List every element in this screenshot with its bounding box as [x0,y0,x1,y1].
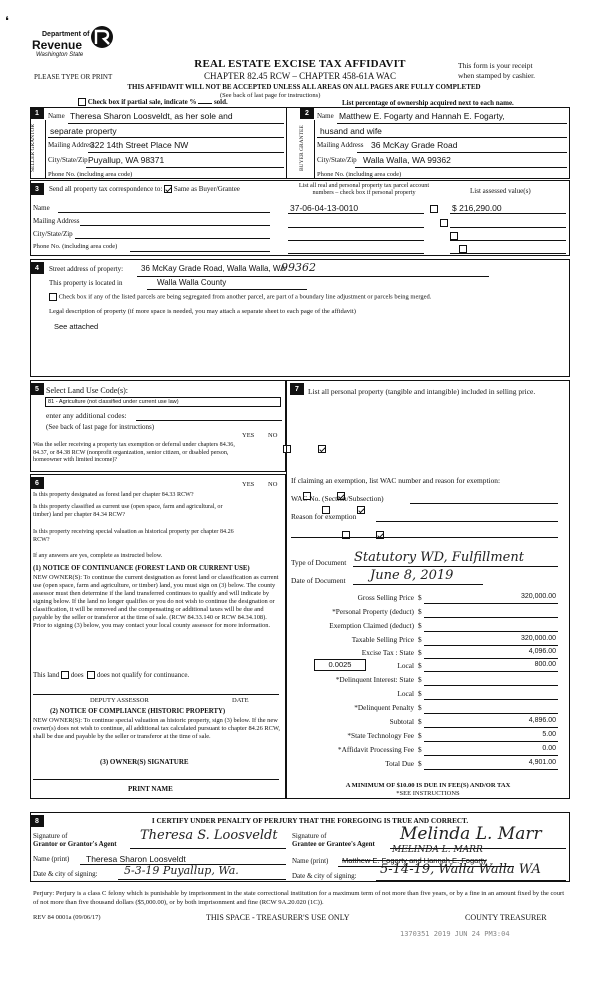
total-due-row: Total Due $ 4,901.00 [385,759,556,768]
delinquent-state-label: *Delinquent Interest: State [335,675,414,684]
dept-line1: Department of [42,31,90,38]
exemption-label: Exemption Claimed (deduct) [329,621,414,630]
wac-label: WAC No. (Section/Subsection) [291,494,384,503]
grantor-date-label: Date & city of signing: [33,870,98,878]
s5-yes-header: YES [242,432,255,439]
grantee-date-label: Date & city of signing: [292,872,357,880]
same-as-buyer-checkbox[interactable] [164,185,172,193]
dept-line2: Revenue [32,38,83,52]
affidavit-fee-label: *Affidavit Processing Fee [337,745,414,754]
see-back: (See back of last page for instructions) [220,92,321,99]
land-use-code-field[interactable]: 81 - Agriculture (not classified under current use law) [45,397,281,407]
header-block [120,58,480,81]
grantee-name-value[interactable]: Matthew E. Fogarty and Hannah E. Fogarty [342,856,487,865]
s3-name-label: Name [33,204,50,212]
affidavit-fee-row: *Affidavit Processing Fee $ 0.00 [337,745,556,754]
located-label: This property is located in [49,279,123,287]
send-label: Send all property tax correspondence to: [49,185,163,193]
warning-text: THIS AFFIDAVIT WILL NOT BE ACCEPTED UNLESS ALL AREAS ON ALL PAGES ARE FULLY COMPLETED [127,83,481,91]
street-label: Street address of property: [49,265,124,273]
continuance-row [33,671,189,679]
located-value[interactable]: Walla Walla County [157,278,227,287]
subtotal-row: Subtotal $ 4,896.00 [389,717,556,726]
partial-sale-label: Check box if partial sale, indicate % [87,98,197,106]
notice1-title: (1) NOTICE OF CONTINUANCE (FOREST LAND OR CURRENT USE) [33,565,250,572]
seller-side-label: SELLER GRANTOR [30,123,36,173]
does-not-label: does not qualify for continuance. [96,671,190,679]
partial-sale-sold: sold. [213,98,228,106]
section-7-number: 7 [290,383,304,395]
county-treasurer-label: COUNTY TREASURER [465,913,547,922]
does-label: does [70,671,84,679]
buyer-address-label: Mailing Address [317,141,364,149]
parcel-header-2: numbers – check box if personal property [312,189,416,197]
excise-state-label: Excise Tax : State [361,648,414,657]
parcel-header [284,182,444,197]
form-number: REV 84 0001a (09/06/17) [33,914,101,921]
grantor-name-label: Name (print) [33,855,70,863]
delinquent-state-row: *Delinquent Interest: State $ [292,674,558,686]
s5-no-header: NO [268,432,278,439]
personal-property-row: *Personal Property (deduct) $ [292,606,558,618]
exemption-intro: If claiming an exemption, list WAC number and reason for exemption: [291,476,501,485]
notice1-text: NEW OWNER(S): To continue the current designation as forest land or classification as current use (open space, farm and agriculture, or timber) land, you must sign on (3) below. The county assessor must then determine if the land transferred continues to qualify and will indicate by signing below. If the land no longer qualifies or you do not wish to continue the designation or classification, it will be removed and the compensating or additional taxes will be due and payable by the seller or transferor at the time of sale. (RCW 84.33.140 or RCW 84.34.108). Prior to signing (3) below, you may contact your local county assessor for more information. [33,574,279,629]
total-due-label: Total Due [385,759,414,768]
land-use-title: Select Land Use Code(s): [46,386,128,395]
grantee-name-handwritten: MELINDA L. MARR [392,845,483,855]
owner-signature-title: (3) OWNER(S) SIGNATURE [100,758,189,766]
parcel-1-personal-checkbox[interactable] [430,205,438,213]
street-value[interactable]: 36 McKay Grade Road, Walla Walla, WA [141,264,286,273]
buyer-city-label: City/State/Zip [317,156,357,164]
notice2-title: (2) NOTICE OF COMPLIANCE (HISTORIC PROPERTY) [50,708,226,715]
exemption-question: Was the seller receiving a property tax exemption or deferral under chapters 84.36, 84.37, or 84.38 RCW (nonprofit organization, senior citizen, or disabled person, homeowner with limited income)? [33,442,235,464]
delinquent-local-label: Local [397,689,414,698]
total-due-value[interactable]: 4,901.00 [528,759,556,766]
located-row [49,279,349,287]
form-title: REAL ESTATE EXCISE TAX AFFIDAVIT [194,58,406,70]
grantor-sig-label-1: Signature of [33,832,68,840]
buyer-name-value[interactable]: Matthew E. Fogarty and Hannah E. Fogarty, [339,111,505,121]
recording-stamp: 1370351 2019 JUN 24 PM3:04 [400,930,510,938]
street-address-row [49,261,489,277]
grantor-name-value[interactable]: Theresa Sharon Loosveldt [86,854,186,864]
seller-name-label: Name [48,112,65,120]
seller-address-value[interactable]: 322 14th Street Place NW [90,140,189,150]
gross-selling-row: Gross Selling Price $ 320,000.00 [357,593,556,602]
grantee-date-value[interactable]: 5-14-19, Walla Walla WA [380,862,541,877]
assessed-header: List assessed value(s) [470,187,531,195]
subtotal-value[interactable]: 4,896.00 [528,717,556,724]
list-pct-note: List percentage of ownership acquired next to each name. [342,99,514,107]
buyer-address-row [317,141,567,152]
certify-statement: I CERTIFY UNDER PENALTY OF PERJURY THAT THE FOREGOING IS TRUE AND CORRECT. [151,817,469,825]
segregate-row [49,293,569,301]
additional-codes-label: enter any additional codes: [46,411,127,420]
corner-mark-icon: ❛ [5,14,9,28]
seller-city-row [48,156,284,167]
grantee-sig-label-2: Grantee or Grantee's Agent [292,840,375,848]
seller-name-value[interactable]: Theresa Sharon Loosveldt, as her sole and [70,111,233,121]
local-rate-field[interactable]: 0.0025 [314,659,366,671]
form-chapter: CHAPTER 82.45 RCW – CHAPTER 458-61A WAC [204,71,396,81]
grantee-name-label: Name (print) [292,857,329,865]
buyer-name-row [317,112,567,123]
grantee-sig-label-1: Signature of [292,832,327,840]
grantee-signature[interactable]: Melinda L. Marr [400,824,542,844]
grantor-date-value[interactable]: 5-3-19 Puyallup, Wa. [124,864,239,877]
tech-fee-value[interactable]: 5.00 [542,731,556,738]
if-yes-note: If any answers are yes, complete as instructed below. [33,553,163,559]
taxable-value[interactable]: 320,000.00 [520,635,556,642]
partial-sale-row [78,98,228,106]
notice2-text: NEW OWNER(S): To continue special valuation as historic property, sign (3) below. If the new owner(s) does not wish to continue, all additional tax calculated pursuant to chapter 84.26 RCW, shall be due and payable by the seller or transferor at the time of sale. [33,717,280,740]
dept-line3: Washington State [36,52,84,58]
excise-state-row: Excise Tax : State $ 4,096.00 [361,648,556,657]
seller-address-label: Mailing Address [48,141,95,149]
seller-phone-label: Phone No. (including area code) [48,171,133,178]
section-8-number: 8 [30,815,44,827]
seller-name-value-2[interactable]: separate property [50,126,117,136]
land-label: This land [33,671,60,679]
buyer-name-value-2[interactable]: husand and wife [320,126,382,136]
tech-fee-row: *State Technology Fee $ 5.00 [347,731,556,740]
local-label: Local [397,661,414,670]
partial-sale-percent[interactable] [198,103,212,104]
segregate-label: Check box if any of the listed parcels are being segregated from another parcel, are part of a boundary line adjustment or parcels being merged. [58,293,432,301]
local-value[interactable]: 800.00 [534,661,556,668]
logo-mark-icon [88,24,116,50]
buyer-city-row [317,156,567,167]
parcel-number-1[interactable]: 37-06-04-13-0010 [290,203,359,213]
s3-city-label: City/State/Zip [33,230,73,238]
legal-description-label: Legal description of property (if more space is needed, you may attach a separate sheet to each page of the affidavit) [49,308,356,315]
taxable-selling-row: Taxable Selling Price $ 320,000.00 [351,635,556,644]
doc-date-value[interactable]: June 8, 2019 [370,568,454,583]
gross-value[interactable]: 320,000.00 [520,593,556,600]
personal-property-title: List all personal property (tangible and intangible) included in selling price. [308,387,536,396]
seller-name-row [48,112,284,123]
send-correspondence-row [49,185,240,193]
seller-city-value[interactable]: Puyallup, WA 98371 [88,155,165,165]
buyer-address-value[interactable]: 36 McKay Grade Road [371,140,458,150]
doc-date-label: Date of Document [291,576,346,585]
s5-see-back: (See back of last page for instructions) [46,423,155,431]
buyer-phone-row [317,170,567,179]
delinquent-local-row: Local $ [292,688,558,700]
assessed-value-1[interactable]: $ 216,290.00 [452,203,502,213]
subtotal-label: Subtotal [389,717,414,726]
minimum-fee-note: A MINIMUM OF $10.00 IS DUE IN FEE(S) AND/OR TAX [345,782,511,789]
please-type: PLEASE TYPE OR PRINT [34,73,113,81]
segregate-checkbox[interactable] [49,293,57,301]
section-6-number: 6 [30,477,44,489]
seller-city-label: City/State/Zip [48,156,88,164]
section-4-number: 4 [30,262,44,274]
perjury-notice: Perjury: Perjury is a class C felony which is punishable by imprisonment in the state correctional institution for a maximum term of not more than five years, or by a fine in an amount fixed by the court of not more than five thousand dollars ($5,000.00), or by both imprisonment and fine (RCW 9A.20.020 (1C)). [33,890,565,906]
print-name-label: PRINT NAME [128,785,173,793]
personal-label: *Personal Property (deduct) [332,607,414,616]
grantor-signature[interactable]: Theresa S. Loosveldt [140,828,278,843]
legal-description-value[interactable]: See attached [54,322,99,331]
same-as-buyer-label: Same as Buyer/Grantee [173,185,240,193]
taxable-label: Taxable Selling Price [351,635,414,644]
partial-sale-checkbox[interactable] [78,98,86,106]
see-instructions-note: *SEE INSTRUCTIONS [396,790,460,797]
buyer-phone-label: Phone No. (including area code) [317,171,402,178]
street-zip-handwritten: 99362 [281,261,316,274]
doc-type-value[interactable]: Statutory WD, Fulfillment [354,550,524,565]
treasurer-use-label: THIS SPACE - TREASURER'S USE ONLY [206,913,350,922]
delinquent-penalty-row: *Delinquent Penalty $ [292,702,558,714]
s3-address-label: Mailing Address [33,217,80,225]
reason-label: Reason for exemption [291,512,357,521]
historic-question: Is this property receiving special valuation as historical property per chapter 84.26 RCW? [33,529,234,543]
parcel-header-1: List all real and personal property tax parcel account [298,182,430,189]
parcel-2-personal-checkbox[interactable] [440,219,448,227]
s3-phone-label: Phone No. (including area code) [33,243,118,250]
exemption-claimed-row: Exemption Claimed (deduct) $ [292,620,558,632]
receipt-note-2: when stamped by cashier. [458,71,536,80]
excise-local-row: 0.0025 Local $ 800.00 [292,660,558,672]
s6-no-header: NO [268,481,278,488]
seller-phone-row [48,170,284,179]
section-6-box [30,474,286,799]
deputy-assessor-label: DEPUTY ASSESSOR [90,697,149,704]
current-use-question: Is this property classified as current use (open space, farm and agricultural, or timber) land per chapter 84.34 RCW? [33,504,223,518]
buyer-name-label: Name [317,112,334,120]
forest-question: Is this property designated as forest land per chapter 84.33 RCW? [33,492,194,498]
revenue-logo [30,24,120,66]
section-5-number: 5 [30,383,44,395]
deputy-date-label: DATE [232,697,249,704]
s6-yes-header: YES [242,481,255,488]
grantor-sig-label-2: Grantor or Grantor's Agent [33,840,117,848]
section-2-number: 2 [300,107,314,119]
seller-address-row [48,141,284,152]
buyer-city-value[interactable]: Walla Walla, WA 99362 [363,155,451,165]
affidavit-fee-value[interactable]: 0.00 [542,745,556,752]
gross-label: Gross Selling Price [357,593,414,602]
doc-type-label: Type of Document [291,558,347,567]
excise-state-value[interactable]: 4,096.00 [528,648,556,655]
delinquent-penalty-label: *Delinquent Penalty [354,703,414,712]
receipt-note-1: This form is your receipt [458,61,533,70]
tech-fee-label: *State Technology Fee [347,731,414,740]
does-qualify-checkbox[interactable] [61,671,69,679]
section-3-number: 3 [30,183,44,195]
section-1-number: 1 [30,107,44,119]
does-not-qualify-checkbox[interactable] [87,671,95,679]
buyer-side-label: BUYER GRANTEE [299,125,305,171]
